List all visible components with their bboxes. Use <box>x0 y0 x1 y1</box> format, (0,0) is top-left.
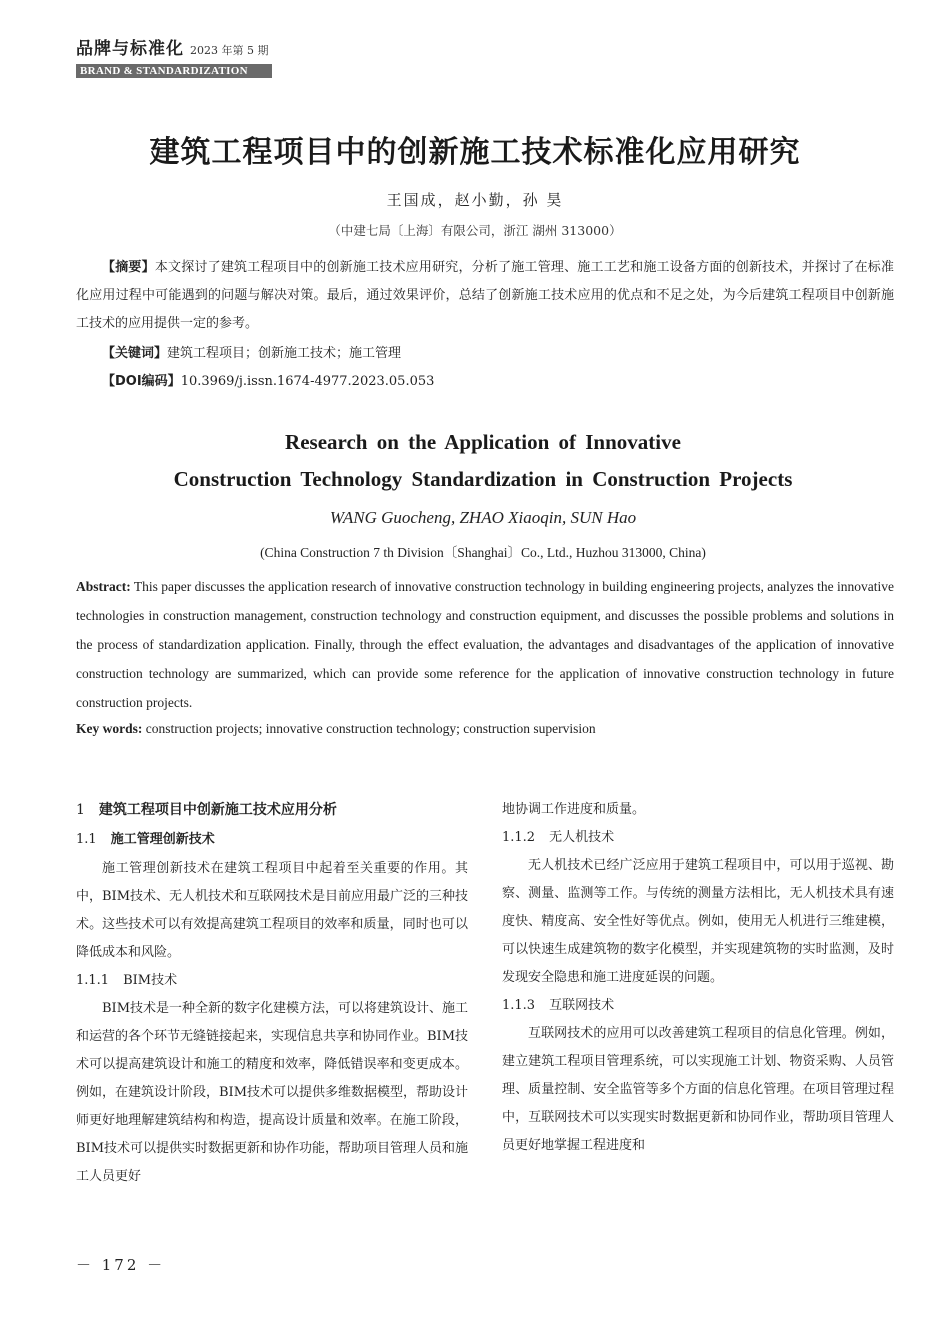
doi-cn-label: 【DOI编码】 <box>102 374 181 389</box>
paragraph-1-1-3: 互联网技术的应用可以改善建筑工程项目的信息化管理。例如，建立建筑工程项目管理系统，可以实现施工计划、物资采购、人员管理、质量控制、安全监管等多个方面的信息化管理。在项目管理过程中，互联网技术可以实现实时数据更新和协同作业，帮助项目管理人员更好地掌握工程进度和 <box>502 1026 894 1153</box>
section-1-1-title: 施工管理创新技术 <box>110 832 215 847</box>
section-1-1-1-heading <box>76 967 468 995</box>
section-1-1-heading <box>76 825 468 855</box>
paper-title-en-line1: Research on the Application of Innovative <box>285 430 681 454</box>
keywords-en-text: construction projects; innovative construction technology; construction supervision <box>142 721 596 736</box>
section-1-heading <box>76 795 468 825</box>
journal-name-cn: 品牌与标准化 <box>76 39 184 59</box>
section-1-1-2-heading <box>502 824 894 852</box>
keywords-cn-label: 【关键词】 <box>102 346 168 361</box>
abstract-en-text: This paper discusses the application research of innovative construction technology in building engineering projects, analyzes the innovative technologies in construction management, construction technology and construction equipment, and discusses the possible problems and solutions in the process of standardization application. Finally, through the effect evaluation, the advantages and disadvantages of the application of innovative construction technology are summarized, which can provide some reference for the application of innovative construction technology in future construction projects. <box>76 579 894 710</box>
abstract-cn-label: 【摘要】 <box>102 260 155 275</box>
section-1-1-2-number: 1.1.2 <box>502 830 536 845</box>
abstract-en <box>76 572 894 717</box>
section-1-1-1-title: BIM技术 <box>123 973 178 988</box>
section-1-1-2-title: 无人机技术 <box>549 830 615 845</box>
page-number: － 172 － <box>76 1256 166 1274</box>
section-1-1-1-number: 1.1.1 <box>76 973 110 988</box>
keywords-en <box>76 714 894 743</box>
body-column-right <box>502 796 894 1160</box>
keywords-cn-text: 建筑工程项目；创新施工技术；施工管理 <box>167 346 402 361</box>
body-column-left <box>76 795 468 1191</box>
paragraph-1-1: 施工管理创新技术在建筑工程项目中起着至关重要的作用。其中，BIM技术、无人机技术和互联网技术是目前应用最广泛的三种技术。这些技术可以有效提高建筑工程项目的效率和质量，同时也可以降低成本和风险。 <box>76 861 468 960</box>
section-1-1-3-heading <box>502 992 894 1020</box>
doi-cn <box>76 368 894 396</box>
journal-header <box>76 34 272 78</box>
section-1-number: 1 <box>76 802 85 818</box>
paragraph-1-1-1: BIM技术是一种全新的数字化建模方法，可以将建筑设计、施工和运营的各个环节无缝链接起来，实现信息共享和协同作业。BIM技术可以提高建筑设计和施工的精度和效率，降低错误率和变更成本。例如，在建筑设计阶段，BIM技术可以提供多维数据模型，帮助设计师更好地理解建筑结构和构造，提高设计质量和效率。在施工阶段，BIM技术可以提供实时数据更新和协作功能，帮助项目管理人员和施工人员更好 <box>76 1001 468 1184</box>
section-1-1-3-number: 1.1.3 <box>502 998 536 1013</box>
affiliation-cn: （中建七局〔上海〕有限公司，浙江 湖州 313000） <box>328 223 622 238</box>
keywords-en-label: Key words: <box>76 721 143 736</box>
journal-name-en: BRAND & STANDARDIZATION <box>76 64 272 78</box>
paper-title-en-line2: Construction Technology Standardization in Construction Projects <box>173 467 793 491</box>
section-1-1-number: 1.1 <box>76 832 97 847</box>
abstract-en-label: Abstract: <box>76 579 131 594</box>
abstract-cn-text: 本文探讨了建筑工程项目中的创新施工技术应用研究，分析了施工管理、施工工艺和施工设备方面的创新技术，并探讨了在标准化应用过程中可能遇到的问题与解决对策。最后，通过效果评价，总结了创新施工技术应用的优点和不足之处，为今后建筑工程项目中创新施工技术的应用提供一定的参考。 <box>76 260 894 331</box>
paragraph-1-1-2: 无人机技术已经广泛应用于建筑工程项目中，可以用于巡视、勘察、测量、监测等工作。与传统的测量方法相比，无人机技术具有速度快、精度高、安全性好等优点。例如，使用无人机进行三维建模，可以快速生成建筑物的数字化模型，并实现建筑物的实时监测，及时发现安全隐患和施工进度延误的问题。 <box>502 858 894 985</box>
authors-cn: 王国成，赵小勤，孙 昊 <box>386 191 564 209</box>
doi-cn-text: 10.3969/j.issn.1674-4977.2023.05.053 <box>180 374 435 389</box>
paper-title-cn: 建筑工程项目中的创新施工技术标准化应用研究 <box>149 135 801 170</box>
keywords-cn <box>76 340 894 368</box>
paragraph-1-1-1-continued: 地协调工作进度和质量。 <box>502 802 646 817</box>
journal-issue: 2023 年第 5 期 <box>190 44 269 57</box>
abstract-cn <box>76 254 894 338</box>
affiliation-en: (China Construction 7 th Division〔Shanghai〕Co., Ltd., Huzhou 313000, China) <box>260 545 706 560</box>
section-1-1-3-title: 互联网技术 <box>549 998 615 1013</box>
section-1-title: 建筑工程项目中创新施工技术应用分析 <box>98 802 337 818</box>
authors-en: WANG Guocheng, ZHAO Xiaoqin, SUN Hao <box>329 508 637 527</box>
